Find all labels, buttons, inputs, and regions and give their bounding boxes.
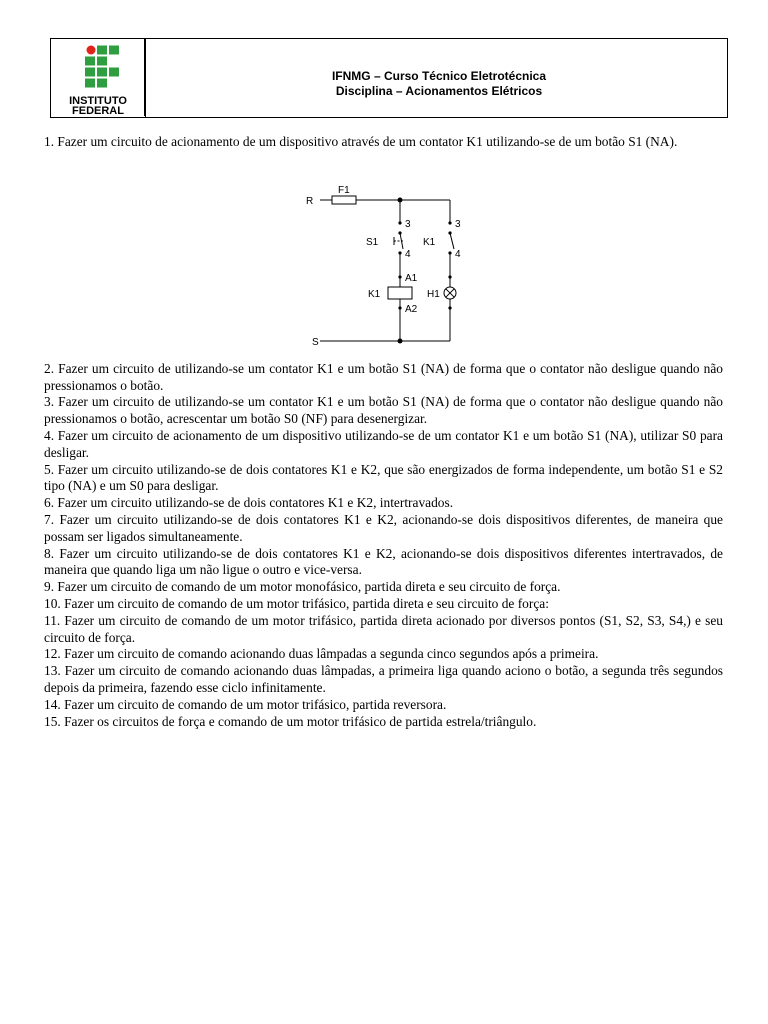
discipline-title: Disciplina – Acionamentos Elétricos: [335, 84, 543, 98]
fuse-f1: [332, 196, 356, 204]
label-terminal-4-left: 4: [405, 248, 411, 260]
course-title: IFNMG – Curso Técnico Eletrotécnica: [331, 69, 547, 83]
exercise-item-5: 5. Fazer um circuito utilizando-se de dois contatores K1 e K2, que são energizados de forma independente, um botão S1 e S2 tipo (NA) e um S0 para desligar.: [44, 461, 723, 494]
exercise-item-1: 1. Fazer um circuito de acionamento de um dispositivo através de um contator K1 utilizando-se de um botão S1 (NA).: [44, 134, 678, 149]
exercise-item-2: 2. Fazer um circuito de utilizando-se um contator K1 e um botão S1 (NA) de forma que o contator não desligue quando não pressionamos o botão.: [44, 360, 723, 393]
institute-logo: [51, 39, 146, 117]
exercise-item-7: 7. Fazer um circuito utilizando-se de dois contatores K1 e K2, acionando-se dois dispositivos diferentes, de maneira que possam ser ligados simultaneamente.: [44, 511, 723, 544]
exercise-item-12: 12. Fazer um circuito de comando acionando duas lâmpadas a segunda cinco segundos após a primeira.: [44, 646, 599, 662]
k1-coil: [388, 287, 412, 299]
label-f1: F1: [338, 184, 350, 196]
exercise-item-3: 3. Fazer um circuito de utilizando-se um contator K1 e um botão S1 (NA) de forma que o contator não desligue quando não pressionamos o botão, acrescentar um botão S0 (NF) para desenergizar.: [44, 394, 723, 427]
label-s1: S1: [366, 236, 379, 248]
exercise-item-11: 11. Fazer um circuito de comando de um motor trifásico, partida direta acionado por diversos pontos (S1, S2, S3, S4,) e seu circuito de força.: [44, 612, 723, 645]
exercise-item-4: 4. Fazer um circuito de acionamento de um dispositivo utilizando-se de um contator K1 e um botão S1 (NA), utilizar S0 para desligar.: [44, 427, 723, 460]
logo-text-federal: FEDERAL: [72, 105, 124, 117]
label-terminal-3-right: 3: [455, 218, 461, 230]
exercise-item-9: 9. Fazer um circuito de comando de um motor monofásico, partida direta e seu circuito de força.: [44, 579, 561, 595]
circuit-diagram: [44, 151, 723, 361]
label-s: S: [312, 336, 319, 348]
label-terminal-3-left: 3: [405, 218, 411, 230]
label-h1: H1: [427, 288, 440, 300]
circuit-schematic: [302, 153, 502, 348]
label-a1: A1: [405, 272, 418, 284]
label-k1-coil: K1: [368, 288, 381, 300]
label-a2: A2: [405, 303, 418, 315]
exercise-item-14: 14. Fazer um circuito de comando de um motor trifásico, partida reversora.: [44, 696, 447, 712]
label-terminal-4-right: 4: [455, 248, 461, 260]
logo-red-dot: [87, 46, 96, 55]
header-title: [151, 69, 727, 99]
exercise-item-15: 15. Fazer os circuitos de força e comando de um motor trifásico de partida estrela/triângulo.: [44, 713, 537, 729]
exercise-item-13: 13. Fazer um circuito de comando acionando duas lâmpadas, a primeira liga quando aciono o botão, a segunda três segundos depois da primeira, fazendo esse ciclo infinitamente.: [44, 663, 723, 695]
label-k1-contact: K1: [423, 236, 436, 248]
logo-text-instituto: INSTITUTO: [69, 95, 127, 107]
document-header: [50, 38, 728, 118]
exercise-item-8: 8. Fazer um circuito utilizando-se de dois contatores K1 e K2, acionando-se dois dispositivos diferentes intertravados, de maneira que quando liga um não ligue o outro e vice-versa.: [44, 545, 723, 578]
header-inner-frame: [144, 38, 150, 116]
exercise-item-6: 6. Fazer um circuito utilizando-se de dois contatores K1 e K2, intertravados.: [44, 495, 454, 511]
label-r: R: [306, 195, 314, 207]
logo-mark-icon: [51, 39, 145, 95]
exercise-item-10: 10. Fazer um circuito de comando de um motor trifásico, partida direta e seu circuito de força:: [44, 595, 549, 611]
exercise-list: [44, 134, 723, 730]
